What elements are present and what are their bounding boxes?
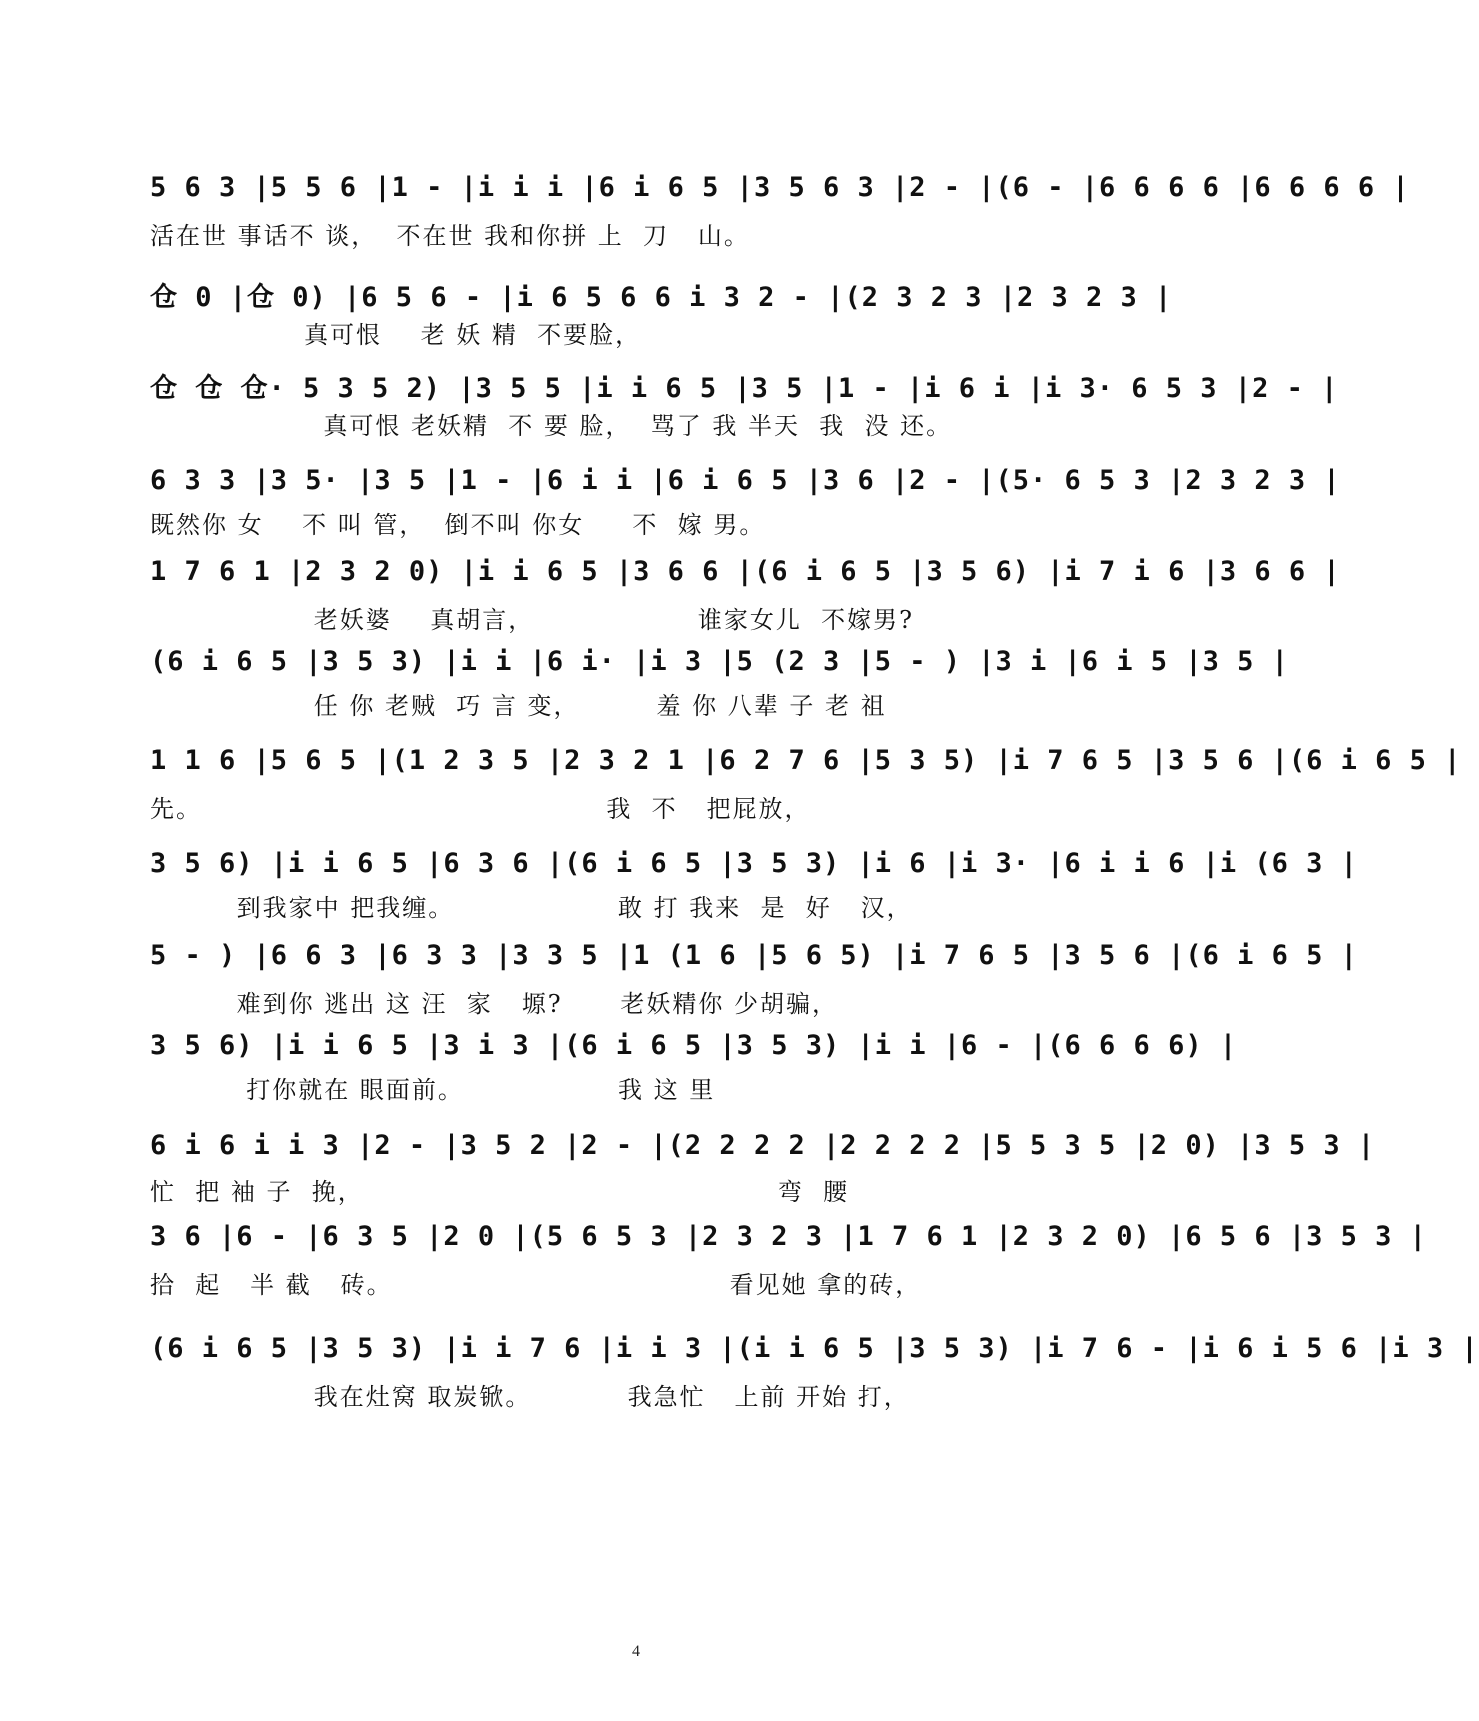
lyrics-line: 打你就在 眼面前。 我 这 里: [150, 1076, 716, 1104]
notation-line: 1 1 6 |5 6 5 |(1 2 3 5 |2 3 2 1 |6 2 7 6 |5 3 5) |i 7 6 5 |3 5 6 |(6 i 6 5 |: [150, 745, 1462, 776]
notation-line: 6 i 6 i i 3 |2 - |3 5 2 |2 - |(2 2 2 2 |2 2 2 2 |5 5 3 5 |2 0) |3 5 3 |: [150, 1130, 1376, 1161]
lyrics-line: 任 你 老贼 巧 言 变， 羞 你 八辈 子 老 祖: [150, 692, 887, 720]
lyrics-line: 忙 把 袖 子 挽， 弯 腰: [150, 1178, 850, 1206]
notation-line: 1 7 6 1 |2 3 2 0) |i i 6 5 |3 6 6 |(6 i 6 5 |3 5 6) |i 7 i 6 |3 6 6 |: [150, 556, 1341, 587]
notation-line: (6 i 6 5 |3 5 3) |i i |6 i· |i 3 |5 (2 3 |5 - ) |3 i |6 i 5 |3 5 |: [150, 646, 1289, 677]
lyrics-line: 真可恨 老妖精 不 要 脸， 骂了 我 半天 我 没 还。: [150, 412, 953, 440]
lyrics-line: 先。 我 不 把屁放，: [150, 795, 811, 823]
notation-line: 3 6 |6 - |6 3 5 |2 0 |(5 6 5 3 |2 3 2 3 |1 7 6 1 |2 3 2 0) |6 5 6 |3 5 3 |: [150, 1221, 1427, 1252]
lyrics-line: 活在世 事话不 谈， 不在世 我和你拼 上 刀 山。: [150, 222, 750, 250]
notation-line: 3 5 6) |i i 6 5 |3 i 3 |(6 i 6 5 |3 5 3) |i i |6 - |(6 6 6 6) |: [150, 1030, 1238, 1061]
notation-line: (6 i 6 5 |3 5 3) |i i 7 6 |i i 3 |(i i 6 5 |3 5 3) |i 7 6 - |i 6 i 5 6 |i 3 |: [150, 1333, 1479, 1364]
notation-line: 6 3 3 |3 5· |3 5 |1 - |6 i i |6 i 6 5 |3 6 |2 - |(5· 6 5 3 |2 3 2 3 |: [150, 465, 1341, 496]
notation-line: 仓 0 |仓 0) |6 5 6 - |i 6 5 6 6 i 3 2 - |(2 3 2 3 |2 3 2 3 |: [150, 282, 1173, 313]
lyrics-line: 我在灶窝 取炭锨。 我急忙 上前 开始 打，: [150, 1383, 910, 1411]
notation-line: 5 - ) |6 6 3 |6 3 3 |3 3 5 |1 (1 6 |5 6 5) |i 7 6 5 |3 5 6 |(6 i 6 5 |: [150, 940, 1358, 971]
notation-line: 5 6 3 |5 5 6 |1 - |i i i |6 i 6 5 |3 5 6 3 |2 - |(6 - |6 6 6 6 |6 6 6 6 |: [150, 172, 1410, 203]
lyrics-line: 真可恨 老 妖 精 不要脸，: [150, 321, 642, 349]
lyrics-line: 到我家中 把我缠。 敢 打 我来 是 好 汉，: [150, 894, 913, 922]
page-number: 4: [632, 1643, 640, 1660]
notation-line: 仓 仓 仓· 5 3 5 2) |3 5 5 |i i 6 5 |3 5 |1 - |i 6 i |i 3· 6 5 3 |2 - |: [150, 373, 1339, 404]
notation-line: 3 5 6) |i i 6 5 |6 3 6 |(6 i 6 5 |3 5 3) |i 6 |i 3· |6 i i 6 |i (6 3 |: [150, 848, 1358, 879]
lyrics-line: 拾 起 半 截 砖。 看见她 拿的砖，: [150, 1271, 922, 1299]
lyrics-line: 老妖婆 真胡言， 谁家女儿 不嫁男?: [150, 606, 915, 634]
lyrics-line: 既然你 女 不 叫 管， 倒不叫 你女 不 嫁 男。: [150, 511, 766, 539]
lyrics-line: 难到你 逃出 这 汪 家 塬? 老妖精你 少胡骗，: [150, 990, 838, 1018]
